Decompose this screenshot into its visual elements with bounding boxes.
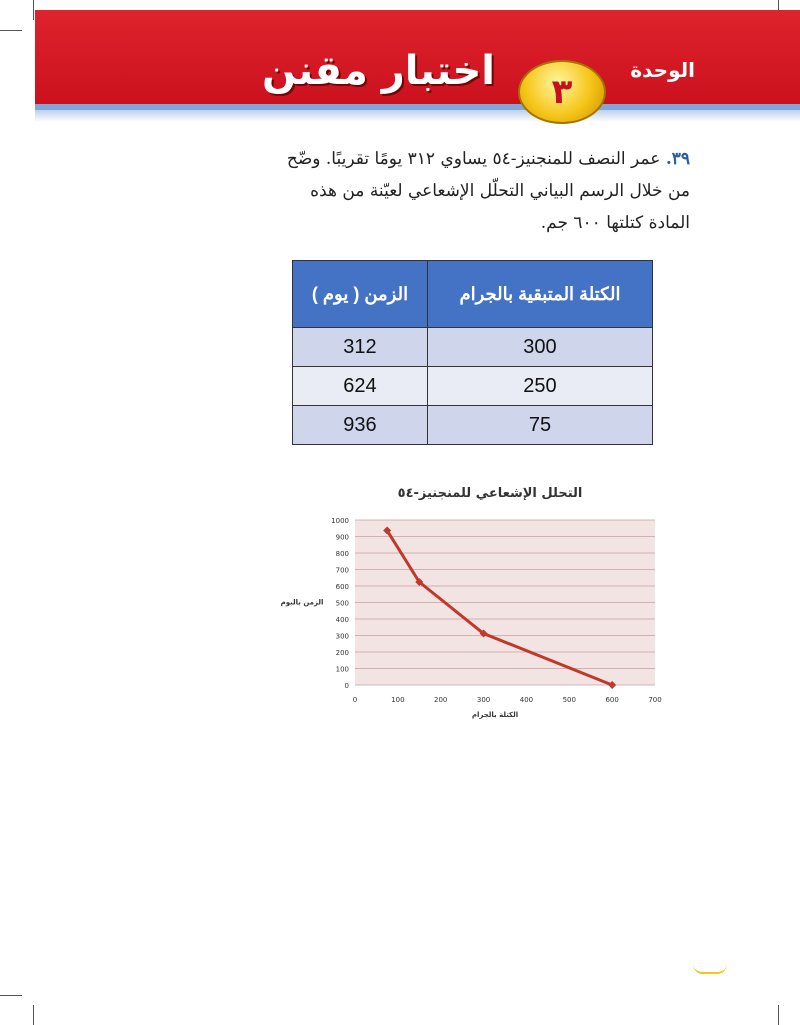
x-tick-label: 300 — [476, 696, 491, 704]
y-tick-label: 100 — [335, 665, 349, 674]
decay-chart — [280, 480, 680, 730]
x-tick-label: 400 — [519, 696, 534, 704]
crop-mark — [33, 1005, 34, 1025]
crop-mark — [33, 0, 34, 20]
x-tick-label: 700 — [648, 696, 662, 704]
table-row — [293, 367, 653, 406]
data-table — [292, 260, 653, 445]
crop-mark — [778, 1005, 779, 1025]
y-tick-label: 200 — [335, 649, 349, 657]
y-tick-label: 600 — [335, 583, 349, 591]
y-tick-label: 700 — [335, 566, 349, 575]
page-title: اختبار مقنن — [261, 48, 495, 94]
y-axis-label: الزمن بالبوم — [280, 598, 324, 607]
crop-mark — [0, 995, 22, 996]
unit-number: ٣ — [551, 72, 573, 112]
table-cell-mass: 75 — [427, 406, 652, 445]
question-number: ٣٩. — [665, 149, 690, 169]
y-tick-label: 1000 — [331, 517, 349, 525]
table-cell-time: 624 — [293, 367, 428, 406]
y-tick-label: 0 — [344, 682, 349, 690]
y-tick-label: 400 — [335, 616, 349, 624]
column-header-mass: الكتلة المتبقية بالجرام — [427, 261, 652, 328]
x-tick-label: 200 — [434, 696, 448, 704]
table-cell-mass: 250 — [427, 367, 652, 406]
y-tick-label: 500 — [335, 599, 349, 608]
unit-label: الوحدة — [630, 58, 695, 82]
table-cell-time: 312 — [293, 328, 428, 367]
x-tick-label: 100 — [391, 696, 405, 704]
table-cell-time: 936 — [293, 406, 428, 445]
table-row — [293, 406, 653, 445]
table-cell-mass: 300 — [427, 328, 652, 367]
question-text: عمر النصف للمنجنيز-٥٤ يساوي ٣١٢ يومًا تقريبًا. وضّح من خلال الرسم البياني التحلّل الإشعاعي لعيّنة من هذه المادة كتلتها ٦٠٠ جم. — [286, 149, 690, 233]
y-tick-label: 900 — [335, 533, 349, 542]
x-tick-label: 500 — [562, 696, 576, 704]
x-tick-label: 0 — [352, 696, 358, 704]
question-block — [270, 143, 690, 239]
y-tick-label: 800 — [335, 550, 349, 558]
table-header-row — [293, 261, 653, 328]
header-underline — [35, 110, 800, 122]
crop-mark — [0, 30, 22, 31]
x-tick-label: 600 — [605, 696, 619, 704]
table-row — [293, 328, 653, 367]
unit-number-badge — [518, 60, 606, 124]
page-number-mark — [693, 964, 727, 974]
chart-title: التحلل الإشعاعي للمنجنيز-٥٤ — [397, 486, 583, 501]
x-axis-label: الكتلة بالجرام — [471, 711, 519, 719]
y-tick-label: 300 — [335, 632, 349, 641]
column-header-time: الزمن ( يوم ) — [293, 261, 428, 328]
